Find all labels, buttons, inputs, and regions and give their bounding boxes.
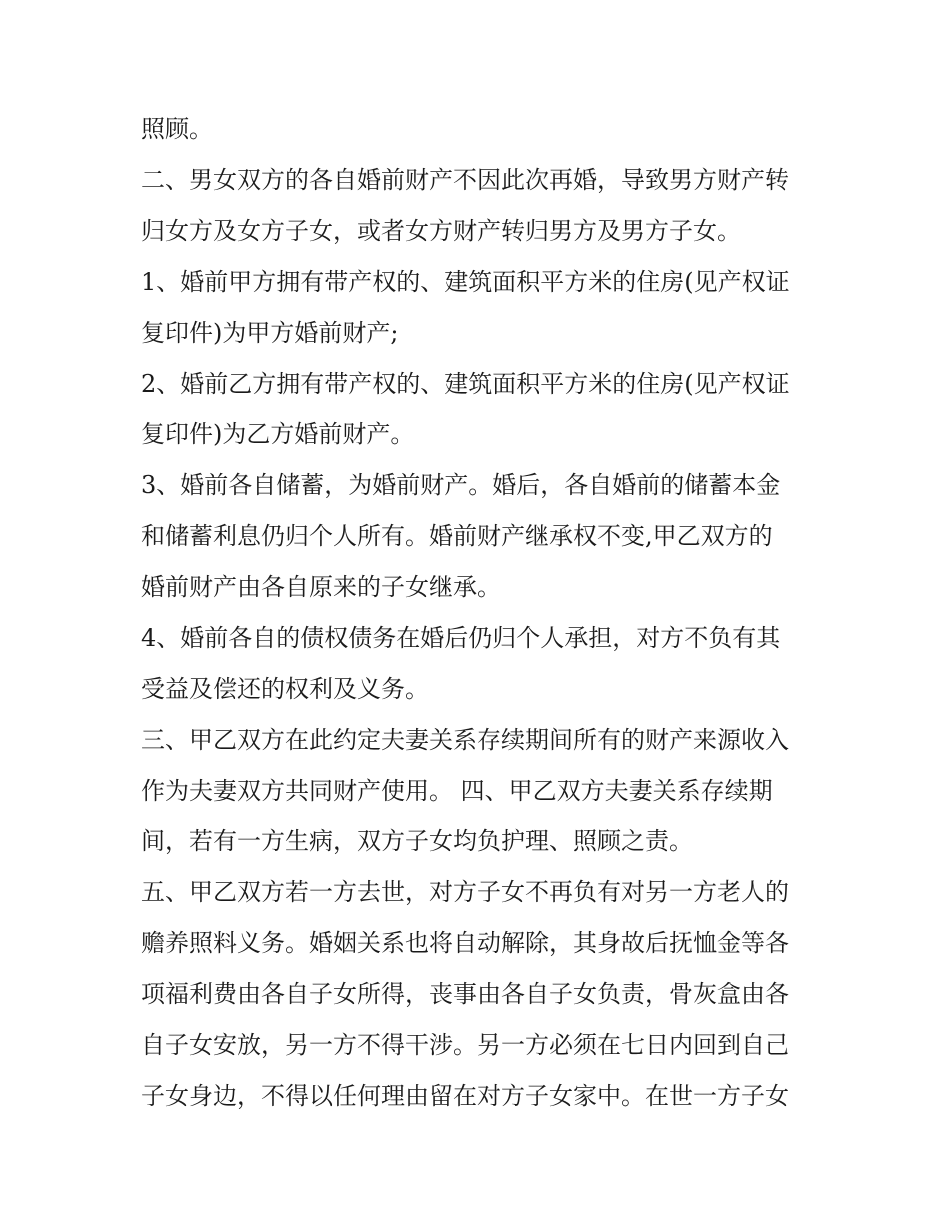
text-line: 复印件)为乙方婚前财产。 [141, 420, 415, 448]
text-line: 复印件)为甲方婚前财产; [141, 319, 399, 347]
text-line: 婚前财产由各自原来的子女继承。 [141, 573, 501, 601]
text-line: 赡养照料义务。婚姻关系也将自动解除，其身故后抚恤金等各 [141, 929, 789, 957]
text-line: 间，若有一方生病，双方子女均负护理、照顾之责。 [141, 827, 693, 855]
text-line: 归女方及女方子女，或者女方财产转归男方及男方子女。 [141, 217, 741, 245]
text-line: 子女身边，不得以任何理由留在对方子女家中。在世一方子女 [141, 1082, 789, 1110]
text-line: 二、男女双方的各自婚前财产不因此次再婚，导致男方财产转 [141, 166, 789, 194]
text-line: 三、甲乙双方在此约定夫妻关系存续期间所有的财产来源收入 [141, 726, 789, 754]
text-line: 2、婚前乙方拥有带产权的、建筑面积平方米的住房(见产权证 [141, 370, 790, 398]
text-line: 照顾。 [141, 115, 213, 143]
text-line: 自子女安放，另一方不得干涉。另一方必须在七日内回到自己 [141, 1031, 789, 1059]
text-line: 项福利费由各自子女所得，丧事由各自子女负责，骨灰盒由各 [141, 980, 789, 1008]
text-line: 受益及偿还的权利及义务。 [141, 675, 429, 703]
text-line: 五、甲乙双方若一方去世，对方子女不再负有对另一方老人的 [141, 878, 789, 906]
text-line: 1、婚前甲方拥有带产权的、建筑面积平方米的住房(见产权证 [141, 268, 790, 296]
text-line: 作为夫妻双方共同财产使用。 四、甲乙双方夫妻关系存续期 [141, 777, 773, 805]
text-line: 4、婚前各自的债权债务在婚后仍归个人承担，对方不负有其 [141, 624, 781, 652]
text-line: 3、婚前各自储蓄，为婚前财产。婚后，各自婚前的储蓄本金 [141, 471, 781, 499]
text-line: 和储蓄利息仍归个人所有。婚前财产继承权不变,甲乙双方的 [141, 522, 773, 550]
